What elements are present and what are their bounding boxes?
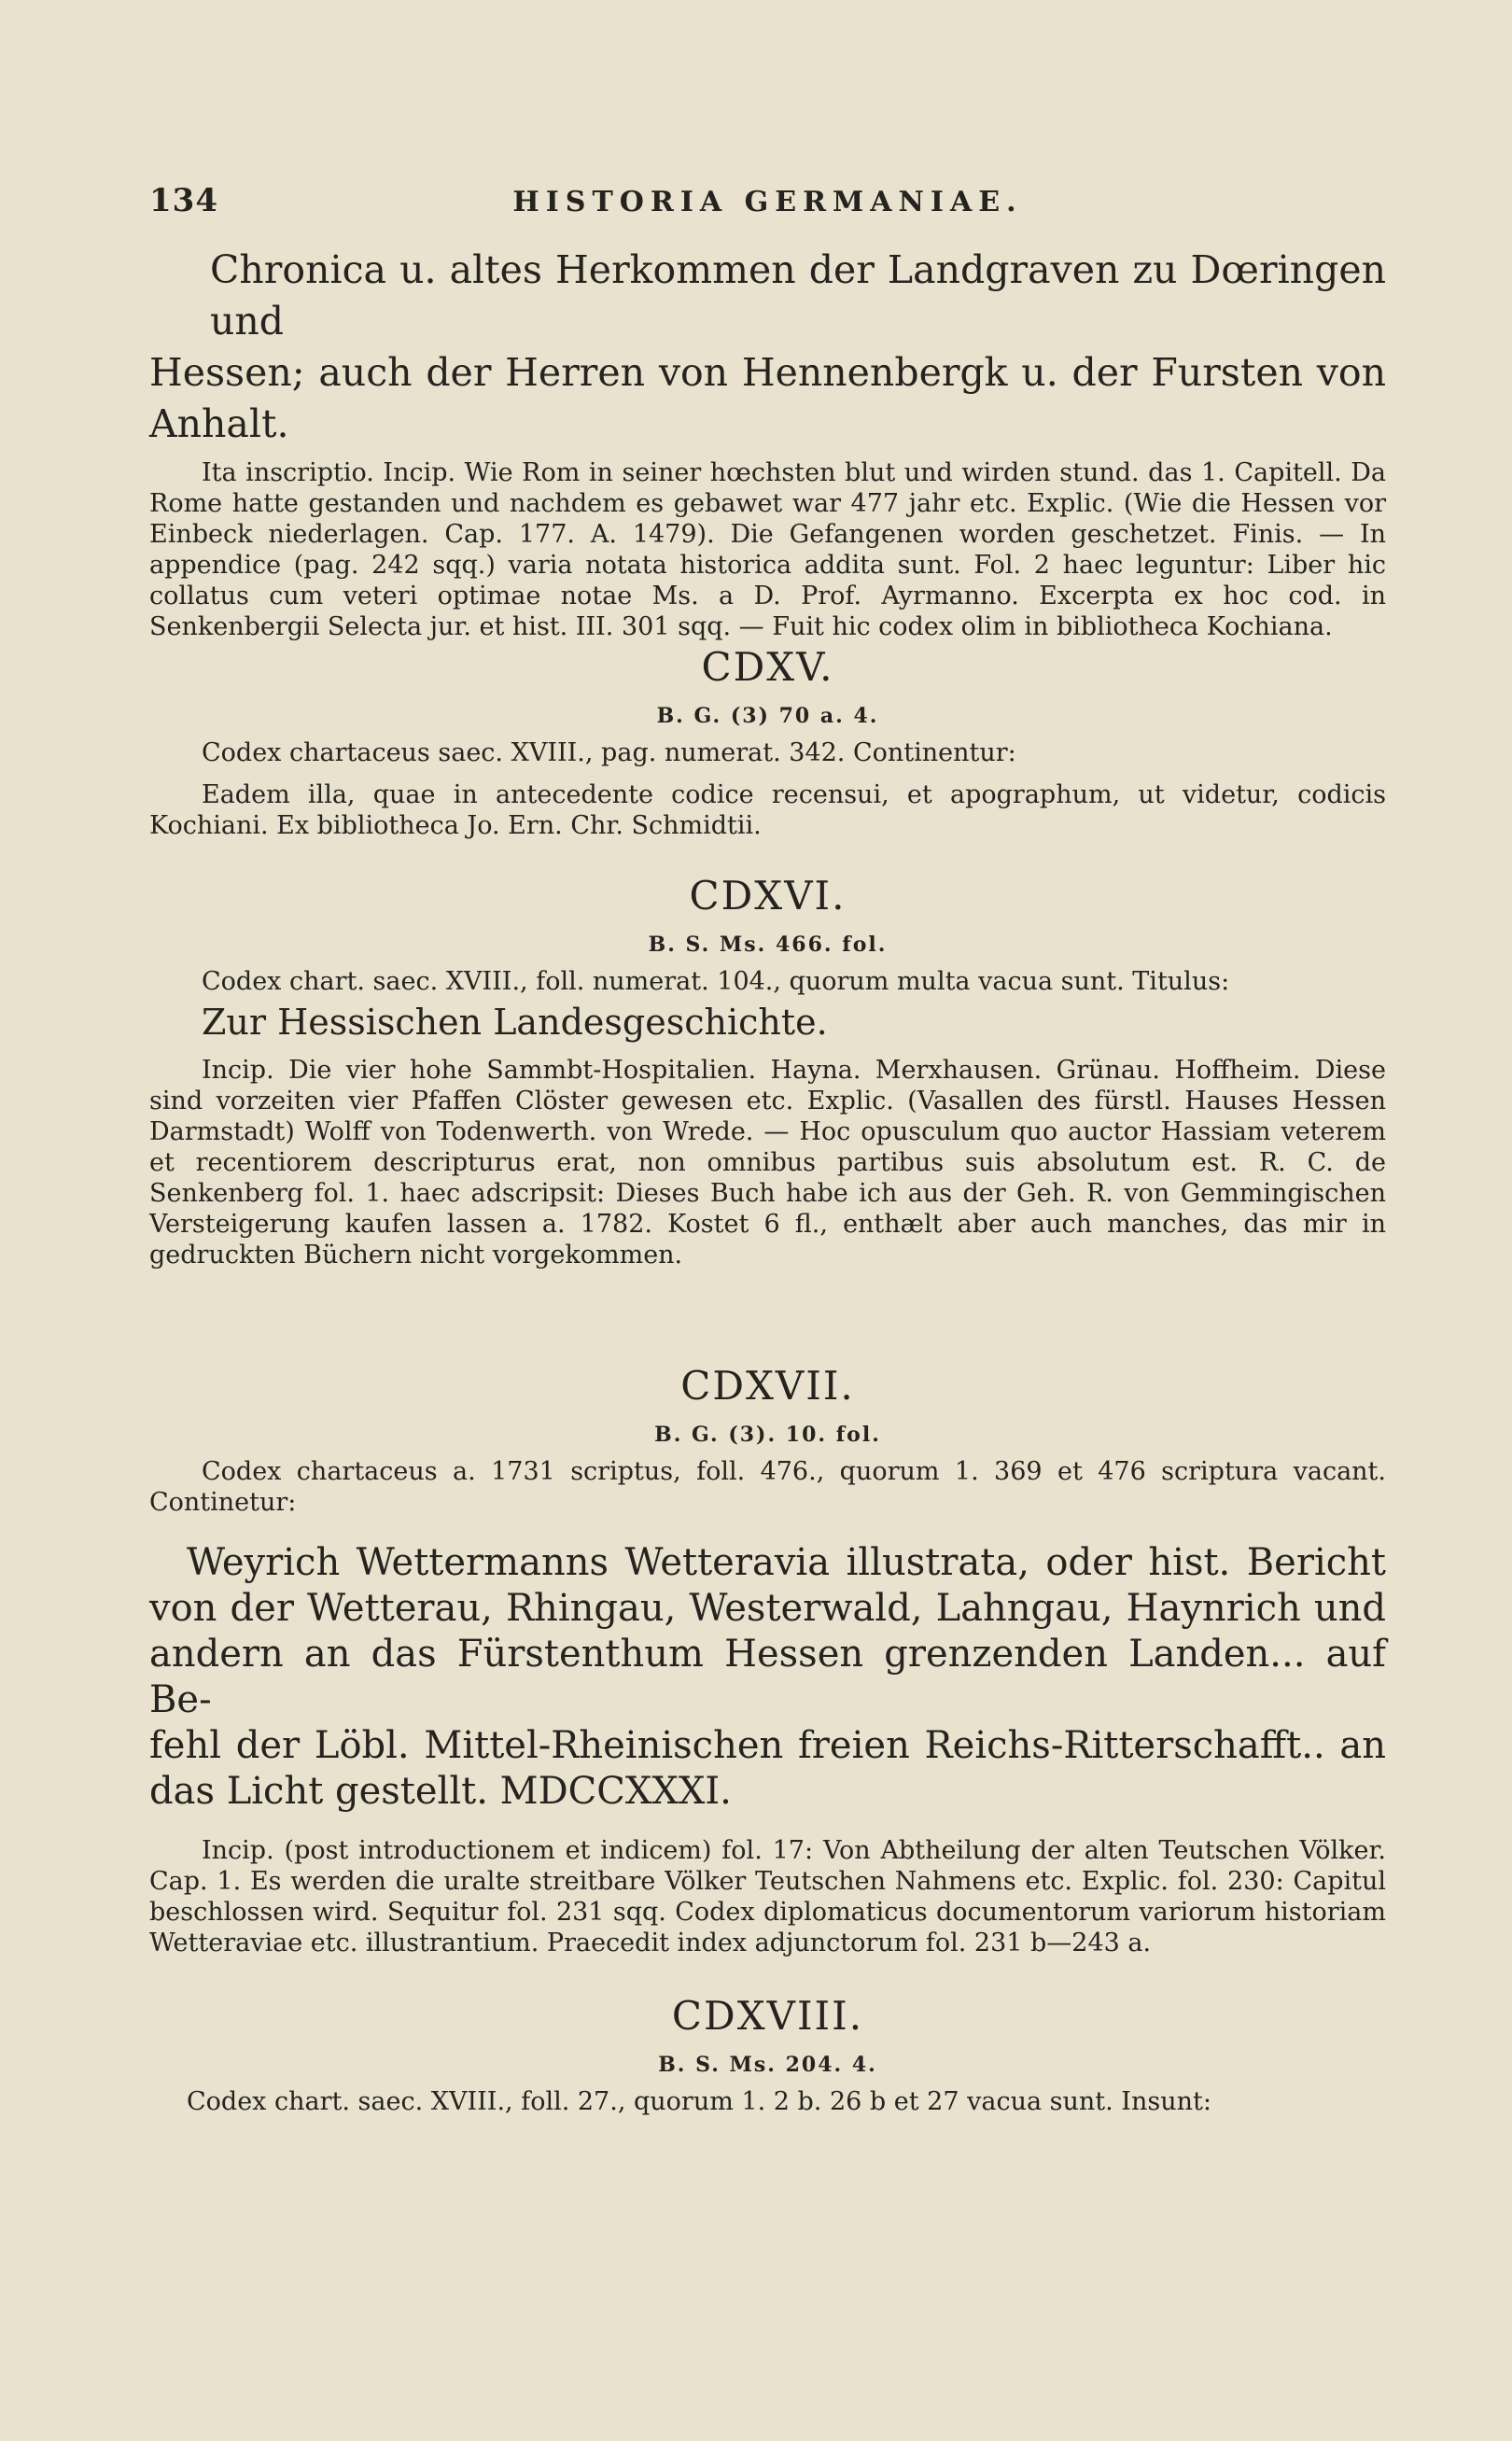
intro-paragraph: Ita inscriptio. Incip. Wie Rom in seiner hœchsten blut und wirden stund. das 1. Capitell. Da Rome hatte gestanden und nachdem es gebawet war 477 jahr etc. Explic. (Wie die Hessen vor Einbeck niederlagen. Cap. 177. A. 1479). Die Gefangenen worden geschetzet. Finis. — In appendice (pag. 242 sqq.) varia notata historica addita sunt. Fol. 2 haec leguntur: Liber hic collatus cum veteri optimae notae Ms. a D. Prof. Ayrmanno. Excerpta ex hoc cod. in Senkenbergii Selecta jur. et hist. III. 301 sqq. — Fuit hic codex olim in bibliotheca Kochiana. (149, 458, 1386, 641)
section-paragraph: Incip. Die vier hohe Sammbt-Hospitalien. Hayna. Merxhausen. Grünau. Hoffheim. Diese sind vorzeiten vier Pfaffen Clöster gewesen etc. Explic. (Vasallen des fürstl. Hauses Hessen Darmstadt) Wolff von Todenwerth. von Wrede. — Hoc opusculum quo auctor Hassiam veterem et recentiorem descripturus erat, non omnibus partibus suis absolutum est. R. C. de Senkenberg fol. 1. haec adscripsit: Dieses Buch habe ich aus der Geh. R. von Gemmingischen Versteigerung kaufen lassen a. 1782. Kostet 6 fl., enthælt aber auch manches, das mir in gedruckten Büchern nicht vorgekommen. (149, 1056, 1386, 1270)
entry-title-line-1: Chronica u. altes Herkommen der Landgraven zu Dœringen und (210, 247, 1386, 344)
title-line: das Licht gestellt. MDCCXXXI. (149, 1770, 732, 1813)
codex-description: Codex chart. saec. XVIII., foll. numerat. 104., quorum multa vacua sunt. Titulus: (202, 967, 1230, 996)
section-heading: CDXVIII. (671, 1993, 864, 2039)
section-paragraph: Eadem illa, quae in antecedente codice recensui, et apographum, ut videtur, codicis Kochiani. Ex bibliotheca Jo. Ern. Chr. Schmidtii. (149, 780, 1386, 840)
section-paragraph: Incip. (post introductionem et indicem) fol. 17: Von Abtheilung der alten Teutschen Völker. Cap. 1. Es werden die uralte streitbare Völker Teutschen Nahmens etc. Explic. fol. 230: Capitul beschlossen wird. Sequitur fol. 231 sqq. Codex diplomaticus documentorum variorum historiam Wetteraviae etc. illustrantium. Praecedit index adjunctorum fol. 231 b—243 a. (149, 1836, 1386, 1957)
title-line: fehl der Löbl. Mittel-Rheinischen freien Reichs-Ritterschafft.. an (149, 1724, 1386, 1767)
shelfmark: B. G. (3). 10. fol. (654, 1423, 881, 1447)
page-header (149, 182, 1386, 229)
running-head: HISTORIA GERMANIAE. (512, 186, 1023, 218)
shelfmark: B. S. Ms. 204. 4. (658, 2053, 877, 2077)
shelfmark: B. S. Ms. 466. fol. (648, 933, 888, 957)
section-heading: CDXV. (701, 644, 834, 690)
title-line: Weyrich Wettermanns Wetteravia illustrata, oder hist. Bericht (187, 1541, 1386, 1584)
work-title: Zur Hessischen Landesgeschichte. (202, 1002, 828, 1043)
page-number: 134 (149, 182, 218, 219)
section-heading: CDXVII. (680, 1363, 855, 1409)
shelfmark: B. G. (3) 70 a. 4. (656, 704, 879, 728)
codex-description: Codex chartaceus a. 1731 scriptus, foll. 476., quorum 1. 369 et 476 scriptura vacant. Continetur: (149, 1457, 1386, 1517)
entry-title-line-2: Hessen; auch der Herren von Hennenbergk u. der Fursten von Anhalt. (149, 350, 1386, 446)
codex-description: Codex chart. saec. XVIII., foll. 27., quorum 1. 2 b. 26 b et 27 vacua sunt. Insunt: (187, 2087, 1211, 2116)
title-line: andern an das Fürstenthum Hessen grenzenden Landen... auf Be- (149, 1633, 1386, 1721)
section-heading: CDXVI. (689, 873, 847, 919)
title-line: von der Wetterau, Rhingau, Westerwald, Lahngau, Haynrich und (149, 1587, 1386, 1630)
intro-entry (149, 245, 1386, 642)
work-title-block (149, 1540, 1386, 1815)
codex-description: Codex chartaceus saec. XVIII., pag. numerat. 342. Continentur: (202, 738, 1016, 767)
